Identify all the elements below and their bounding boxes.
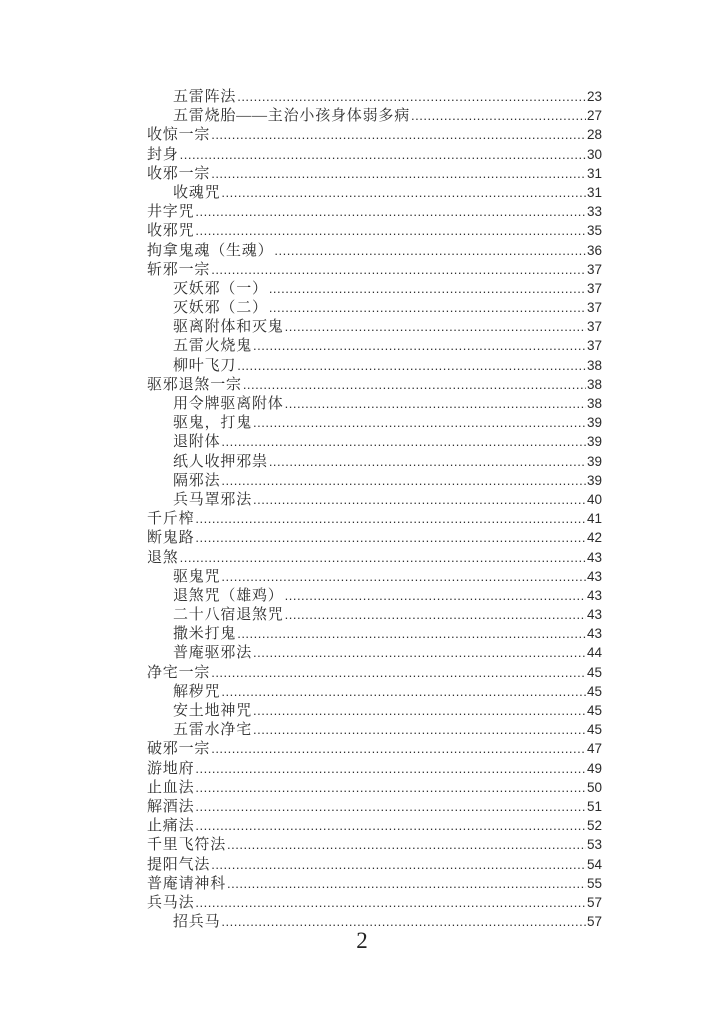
toc-entry-page-number: 37 (586, 300, 602, 316)
toc-entry[interactable] (147, 759, 602, 778)
toc-entry-page-number: 37 (586, 319, 602, 335)
toc-entry[interactable] (147, 605, 602, 624)
toc-dot-leader (211, 739, 586, 758)
toc-entry[interactable] (147, 816, 602, 835)
toc-entry-title: 柳叶飞刀 (173, 357, 237, 374)
toc-entry-title: 招兵马 (173, 914, 221, 931)
toc-entry-title: 止血法 (147, 779, 195, 796)
toc-entry[interactable] (147, 298, 602, 317)
toc-entry[interactable] (147, 624, 602, 643)
toc-entry-page-number: 51 (586, 798, 602, 814)
toc-dot-leader (285, 394, 586, 413)
toc-dot-leader (285, 605, 586, 624)
toc-entry-page-number: 43 (586, 587, 602, 603)
toc-entry-page-number: 37 (586, 261, 602, 277)
toc-entry[interactable] (147, 701, 602, 720)
toc-dot-leader (237, 624, 586, 643)
toc-dot-leader (253, 490, 586, 509)
toc-entry[interactable] (147, 394, 602, 413)
toc-entry[interactable] (147, 663, 602, 682)
toc-entry-title: 退附体 (173, 434, 221, 451)
toc-entry-page-number: 54 (586, 856, 602, 872)
toc-entry-title: 千里飞符法 (147, 837, 227, 854)
toc-entry[interactable] (147, 413, 602, 432)
toc-dot-leader (269, 279, 586, 298)
toc-entry-title: 退煞 (147, 549, 179, 566)
toc-dot-leader (237, 356, 586, 375)
toc-entry-page-number: 43 (586, 626, 602, 642)
toc-entry-title: 兵马罩邪法 (173, 491, 253, 508)
toc-entry[interactable] (147, 241, 602, 260)
toc-entry-page-number: 40 (586, 491, 602, 507)
toc-dot-leader (195, 797, 586, 816)
toc-dot-leader (269, 298, 586, 317)
toc-entry-title: 用令牌驱离附体 (173, 396, 284, 412)
toc-dot-leader (195, 509, 586, 528)
toc-entry[interactable] (147, 471, 602, 490)
toc-entry[interactable] (147, 87, 602, 106)
toc-entry[interactable] (147, 682, 602, 701)
toc-entry-title: 隔邪法 (173, 472, 221, 489)
toc-dot-leader (269, 452, 586, 471)
toc-entry-page-number: 37 (586, 338, 602, 354)
toc-entry-page-number: 45 (586, 664, 602, 680)
toc-entry-title: 纸人收押邪祟 (173, 453, 268, 470)
toc-entry-title: 安土地神咒 (173, 703, 253, 719)
toc-entry[interactable] (147, 221, 602, 240)
toc-entry-page-number: 47 (586, 741, 602, 757)
toc-entry-page-number: 31 (586, 184, 602, 200)
toc-entry-title: 驱离附体和灭鬼 (173, 319, 284, 336)
toc-entry-title: 兵马法 (147, 894, 195, 911)
toc-entry-title: 二十八宿退煞咒 (173, 607, 284, 624)
toc-entry-title: 撒米打鬼 (173, 626, 237, 643)
toc-entry-title: 游地府 (147, 760, 195, 777)
toc-entry-page-number: 39 (586, 434, 602, 450)
toc-dot-leader (195, 759, 586, 778)
page-footer (0, 928, 724, 954)
toc-entry[interactable] (147, 432, 602, 451)
toc-entry-page-number: 43 (586, 607, 602, 623)
toc-entry-title: 提阳气法 (147, 856, 211, 873)
toc-entry-page-number: 52 (586, 818, 602, 834)
toc-dot-leader (180, 548, 586, 567)
toc-entry-page-number: 33 (586, 204, 602, 220)
toc-entry-page-number: 38 (586, 396, 602, 411)
toc-entry[interactable] (147, 586, 602, 605)
toc-entry[interactable] (147, 202, 602, 221)
toc-dot-leader (253, 336, 586, 355)
toc-entry-title: 井字咒 (147, 204, 195, 221)
toc-entry-page-number: 37 (586, 280, 602, 296)
toc-entry[interactable] (147, 106, 602, 125)
toc-dot-leader (211, 125, 586, 144)
toc-entry-title: 驱鬼咒 (173, 568, 221, 585)
toc-dot-leader (253, 643, 586, 662)
toc-dot-leader (285, 317, 586, 336)
toc-entry-title: 净宅一宗 (147, 664, 211, 681)
toc-entry-page-number: 44 (586, 645, 602, 661)
toc-entry[interactable] (147, 509, 602, 528)
toc-entry-title: 普庵请神科 (147, 875, 227, 892)
toc-entry[interactable] (147, 317, 602, 336)
toc-entry-page-number: 49 (586, 760, 602, 776)
toc-entry-title: 灭妖邪（一） (173, 280, 268, 297)
toc-entry-title: 五雷火烧鬼 (173, 338, 253, 355)
toc-entry-title: 收惊一宗 (147, 127, 211, 144)
toc-entry[interactable] (147, 643, 602, 662)
toc-entry-page-number: 39 (586, 453, 602, 469)
toc-entry[interactable] (147, 720, 602, 739)
toc-entry[interactable] (147, 260, 602, 279)
toc-entry-title: 灭妖邪（二） (173, 300, 268, 317)
toc-dot-leader (211, 260, 586, 279)
toc-entry-title: 斩邪一宗 (147, 261, 211, 278)
toc-entry-title: 驱邪退煞一宗 (147, 376, 242, 393)
toc-entry-page-number: 30 (586, 146, 602, 162)
toc-entry-title: 解秽咒 (173, 683, 221, 700)
toc-entry-title: 普庵驱邪法 (173, 645, 253, 662)
toc-entry[interactable] (147, 125, 602, 144)
toc-entry-title: 驱鬼，打鬼 (173, 415, 253, 432)
toc-entry-page-number: 28 (586, 127, 602, 143)
toc-dot-leader (221, 567, 586, 586)
toc-entry[interactable] (147, 567, 602, 586)
toc-dot-leader (211, 663, 586, 682)
toc-dot-leader (195, 528, 586, 547)
toc-entry-title: 收邪咒 (147, 223, 195, 240)
toc-entry-page-number: 39 (586, 472, 602, 488)
toc-dot-leader (253, 701, 586, 720)
footer-page-number: 2 (356, 928, 368, 953)
toc-entry-title: 五雷水净宅 (173, 722, 253, 739)
toc-entry-page-number: 36 (586, 242, 602, 258)
toc-entry[interactable] (147, 375, 602, 394)
toc-list (147, 87, 602, 931)
toc-entry-page-number: 53 (586, 837, 602, 853)
toc-dot-leader (237, 87, 586, 106)
toc-dot-leader (227, 874, 586, 893)
toc-entry-title: 止痛法 (147, 818, 195, 835)
toc-entry-title: 解酒法 (147, 798, 195, 815)
toc-dot-leader (195, 778, 586, 797)
toc-entry-page-number: 23 (586, 89, 602, 104)
toc-dot-leader (195, 202, 586, 221)
toc-entry-page-number: 50 (586, 779, 602, 795)
toc-entry-page-number: 45 (586, 703, 602, 718)
toc-dot-leader (274, 241, 586, 260)
toc-entry[interactable] (147, 183, 602, 202)
toc-entry-page-number: 38 (586, 376, 602, 392)
toc-entry[interactable] (147, 855, 602, 874)
toc-dot-leader (221, 183, 586, 202)
toc-entry[interactable] (147, 835, 602, 854)
toc-entry[interactable] (147, 356, 602, 375)
toc-entry[interactable] (147, 739, 602, 758)
toc-dot-leader (195, 221, 586, 240)
toc-entry-title: 封身 (147, 146, 179, 163)
toc-entry-title: 拘拿鬼魂（生魂） (147, 242, 274, 259)
toc-entry-title: 收魂咒 (173, 184, 221, 201)
toc-dot-leader (221, 471, 586, 490)
toc-entry-page-number: 57 (586, 894, 602, 910)
toc-dot-leader (285, 586, 586, 605)
toc-entry[interactable] (147, 528, 602, 547)
toc-entry-page-number: 57 (586, 914, 602, 930)
toc-dot-leader (180, 145, 586, 164)
toc-dot-leader (195, 893, 586, 912)
toc-entry-title: 五雷烧胎——主治小孩身体弱多病 (173, 108, 411, 125)
toc-entry[interactable] (147, 279, 602, 298)
toc-entry[interactable] (147, 452, 602, 471)
toc-dot-leader (211, 164, 586, 183)
toc-dot-leader (221, 432, 586, 451)
toc-entry-title: 退煞咒（雄鸡） (173, 587, 284, 604)
toc-entry[interactable] (147, 874, 602, 893)
toc-entry-page-number: 43 (586, 568, 602, 584)
toc-entry[interactable] (147, 490, 602, 509)
toc-entry[interactable] (147, 778, 602, 797)
toc-entry-title: 五雷阵法 (173, 89, 237, 105)
toc-entry[interactable] (147, 336, 602, 355)
toc-dot-leader (253, 413, 586, 432)
toc-dot-leader (411, 106, 586, 125)
toc-entry[interactable] (147, 164, 602, 183)
toc-entry-page-number: 31 (586, 165, 602, 181)
toc-entry-page-number: 27 (586, 108, 602, 124)
toc-entry-page-number: 45 (586, 722, 602, 738)
toc-dot-leader (211, 855, 586, 874)
toc-entry-title: 破邪一宗 (147, 741, 211, 758)
toc-dot-leader (253, 720, 586, 739)
toc-entry[interactable] (147, 893, 602, 912)
toc-entry[interactable] (147, 548, 602, 567)
toc-entry-title: 收邪一宗 (147, 165, 211, 182)
toc-entry[interactable] (147, 145, 602, 164)
toc-entry-page-number: 38 (586, 357, 602, 373)
toc-dot-leader (195, 816, 586, 835)
toc-entry-page-number: 41 (586, 511, 602, 527)
toc-dot-leader (227, 835, 586, 854)
toc-entry-page-number: 55 (586, 875, 602, 891)
toc-entry-page-number: 39 (586, 415, 602, 431)
toc-entry[interactable] (147, 797, 602, 816)
toc-entry-title: 断鬼路 (147, 530, 195, 547)
toc-entry-page-number: 35 (586, 223, 602, 239)
toc-entry-page-number: 42 (586, 530, 602, 546)
toc-entry-page-number: 43 (586, 549, 602, 565)
toc-dot-leader (243, 375, 586, 394)
toc-entry-page-number: 45 (586, 683, 602, 699)
toc-entry-title: 千斤榨 (147, 511, 195, 528)
toc-dot-leader (221, 682, 586, 701)
